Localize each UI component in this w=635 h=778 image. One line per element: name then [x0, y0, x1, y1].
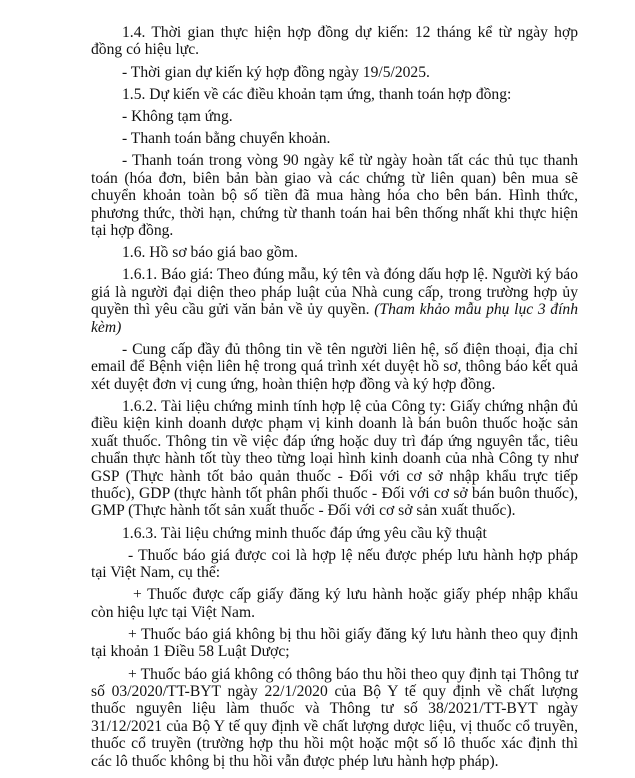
- section-1-5-payment-terms-heading: 1.5. Dự kiến về các điều khoản tạm ứng, thanh toán hợp đồng:: [122, 85, 512, 103]
- expected-signing-date: - Thời gian dự kiến ký hợp đồng ngày 19/5/2025.: [122, 63, 430, 81]
- bank-transfer-payment: - Thanh toán bằng chuyển khoản.: [122, 130, 331, 148]
- payment-within-90-days: - Thanh toán trong vòng 90 ngày kể từ ngày hoàn tất các thủ tục thanh toán (hóa đơn, biên bản bàn giao và các chứng từ liên quan) bên mua sẽ chuyển khoản toàn bộ số tiền đã mua hàng hóa cho bên bán. Hình thức, phương thức, thời hạn, chứng từ thanh toán hai bên thống nhất khi thực hiện tại hợp đồng.: [91, 152, 578, 240]
- registration-requirement: + Thuốc được cấp giấy đăng ký lưu hành hoặc giấy phép nhập khẩu còn hiệu lực tại Việt Nam.: [91, 586, 578, 621]
- section-1-6-quotation-dossier: 1.6. Hồ sơ báo giá bao gồm.: [122, 244, 298, 262]
- appendix-reference: (Tham khảo mẫu phụ lục 3 đính kèm): [91, 301, 578, 336]
- section-1-4-contract-duration: 1.4. Thời gian thực hiện hợp đồng dự kiến: 12 tháng kể từ ngày hợp đồng có hiệu lực.: [91, 24, 578, 59]
- section-1-6-2-company-validity-documents: 1.6.2. Tài liệu chứng minh tính hợp lệ của Công ty: Giấy chứng nhận đủ điều kiện kinh doanh dược phạm vị kinh doanh là bán buôn thuốc hoặc sản xuất thuốc. Thông tin về việc đáp ứng hoặc duy trì đáp ứng nguyên tắc, tiêu chuẩn thực hành tốt tùy theo từng loại hình kinh doanh của nhà Công ty như GSP (Thực hành tốt bảo quản thuốc - Đối với cơ sở nhập khẩu trực tiếp thuốc), GDP (thực hành tốt phân phối thuốc - Đối với cơ sở bán buôn thuốc), GMP (Thực hành tốt sản xuất thuốc - Đối với cơ sở sản xuất thuốc).: [91, 397, 578, 520]
- contact-information-requirement: - Cung cấp đầy đủ thông tin về tên người liên hệ, số điện thoại, địa chỉ email để Bệnh viện liên hệ trong quá trình xét duyệt hồ sơ, thông báo kết quả xét duyệt đơn vị cung ứng, hoàn thiện hợp đồng và ký hợp đồng.: [91, 340, 578, 393]
- section-1-6-1-quotation: [91, 266, 578, 336]
- not-revoked-requirement: + Thuốc báo giá không bị thu hồi giấy đăng ký lưu hành theo quy định tại khoản 1 Điều 58 Luật Dược;: [91, 625, 578, 661]
- no-recall-notice-requirement: + Thuốc báo giá không có thông báo thu hồi theo quy định tại Thông tư số 03/2020/TT-BYT ngày 22/1/2020 của Bộ Y tế quy định về chất lượng thuốc nguyên liệu làm thuốc và Thông tư số 38/2021/TT-BYT ngày 31/12/2021 của Bộ Y tế quy định về chất lượng dược liệu, vị thuốc cổ truyền, thuốc cổ truyền (trường hợp thu hồi một hoặc một số lô thuốc xác định thì các lô thuốc không bị thu hồi vẫn được phép lưu hành hợp pháp).: [91, 665, 578, 770]
- section-1-6-3-technical-documents: 1.6.3. Tài liệu chứng minh thuốc đáp ứng yêu cầu kỹ thuật: [122, 524, 487, 542]
- quotation-text: 1.6.1. Báo giá: Theo đúng mẫu, ký tên và đóng dấu hợp lệ. Người ký báo giá là người đại diện theo pháp luật của Nhà cung cấp, trong trường hợp ủy quyền thì yêu cầu gửi văn bản về ủy quyền.: [91, 266, 579, 319]
- no-advance-payment: - Không tạm ứng.: [122, 108, 233, 126]
- document-page: [91, 24, 578, 775]
- legal-circulation-requirement: - Thuốc báo giá được coi là hợp lệ nếu được phép lưu hành hợp pháp tại Việt Nam, cụ thể:: [91, 546, 578, 582]
